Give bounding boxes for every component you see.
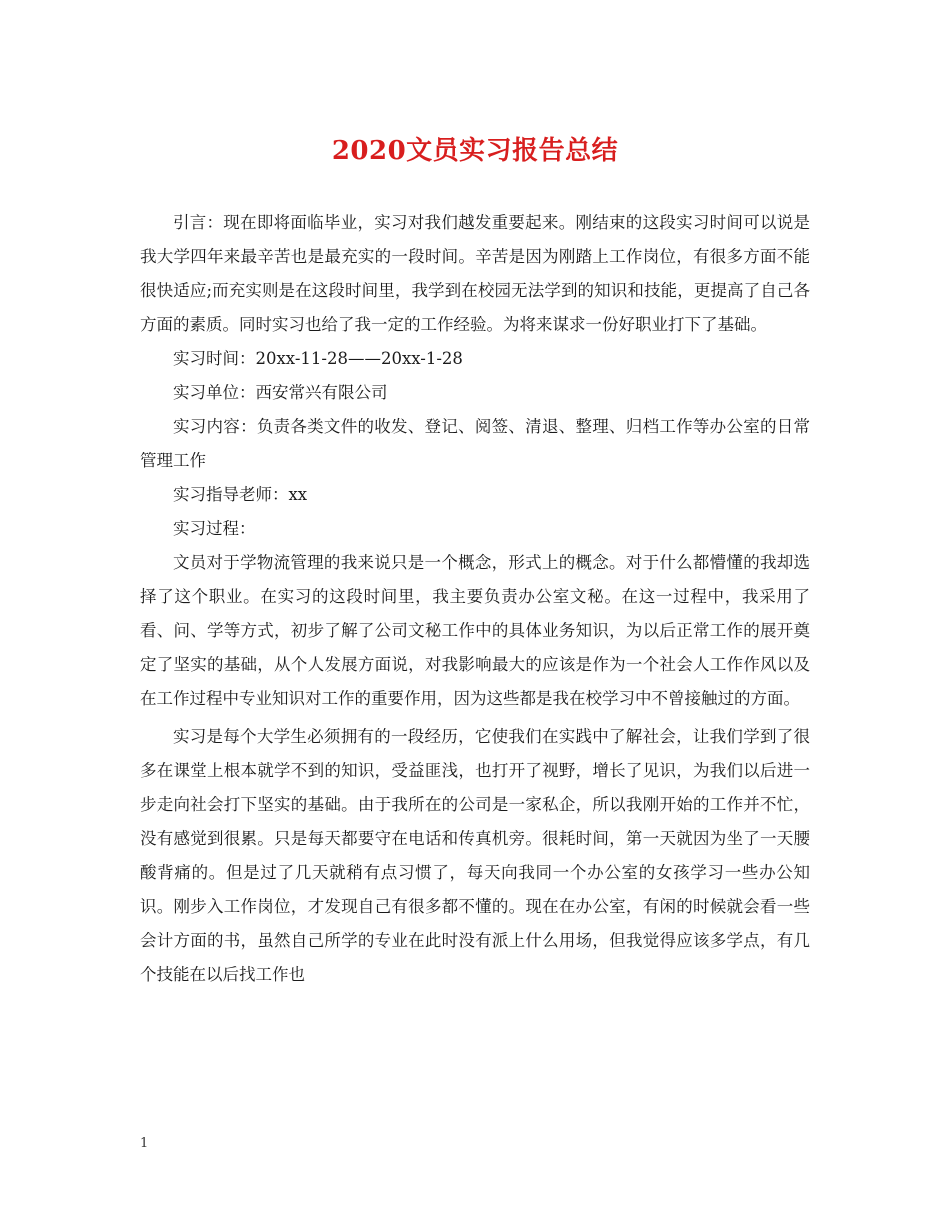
paragraph-intro: 引言：现在即将面临毕业，实习对我们越发重要起来。刚结束的这段实习时间可以说是我大学四年来最辛苦也是最充实的一段时间。辛苦是因为刚踏上工作岗位，有很多方面不能很快适应;而充实则是在这段时间里，我学到在校园无法学到的知识和技能，更提高了自己各方面的素质。同时实习也给了我一定的工作经验。为将来谋求一份好职业打下了基础。 <box>140 213 810 334</box>
paragraph-process-1: 文员对于学物流管理的我来说只是一个概念，形式上的概念。对于什么都懵懂的我却选择了这个职业。在实习的这段时间里，我主要负责办公室文秘。在这一过程中，我采用了看、问、学等方式，初步了解了公司文秘工作中的具体业务知识，为以后正常工作的展开奠定了坚实的基础，从个人发展方面说，对我影响最大的应该是作为一个社会人工作作风以及在工作过程中专业知识对工作的重要作用，因为这些都是我在校学习中不曾接触过的方面。 <box>140 553 810 708</box>
paragraph-internship-content: 实习内容：负责各类文件的收发、登记、阅签、清退、整理、归档工作等办公室的日常管理工作 <box>140 417 810 470</box>
page-number: 1 <box>140 1136 149 1151</box>
paragraph-internship-time: 实习时间：20xx-11-28——20xx-1-28 <box>173 349 463 368</box>
paragraph-internship-unit: 实习单位：西安常兴有限公司 <box>173 383 388 402</box>
paragraph-internship-advisor: 实习指导老师：xx <box>173 485 308 504</box>
paragraph-process-2: 实习是每个大学生必须拥有的一段经历，它使我们在实践中了解社会，让我们学到了很多在课堂上根本就学不到的知识，受益匪浅，也打开了视野，增长了见识，为我们以后进一步走向社会打下坚实的基础。由于我所在的公司是一家私企，所以我刚开始的工作并不忙，没有感觉到很累。只是每天都要守在电话和传真机旁。很耗时间，第一天就因为坐了一天腰酸背痛的。但是过了几天就稍有点习惯了，每天向我同一个办公室的女孩学习一些办公知识。刚步入工作岗位，才发现自己有很多都不懂的。现在在办公室，有闲的时候就会看一些会计方面的书，虽然自己所学的专业在此时没有派上什么用场，但我觉得应该多学点，有几个技能在以后找工作也 <box>140 727 810 984</box>
document-body <box>140 206 810 992</box>
document-title: 2020文员实习报告总结 <box>331 136 619 166</box>
paragraph-internship-process-heading: 实习过程： <box>173 519 256 538</box>
